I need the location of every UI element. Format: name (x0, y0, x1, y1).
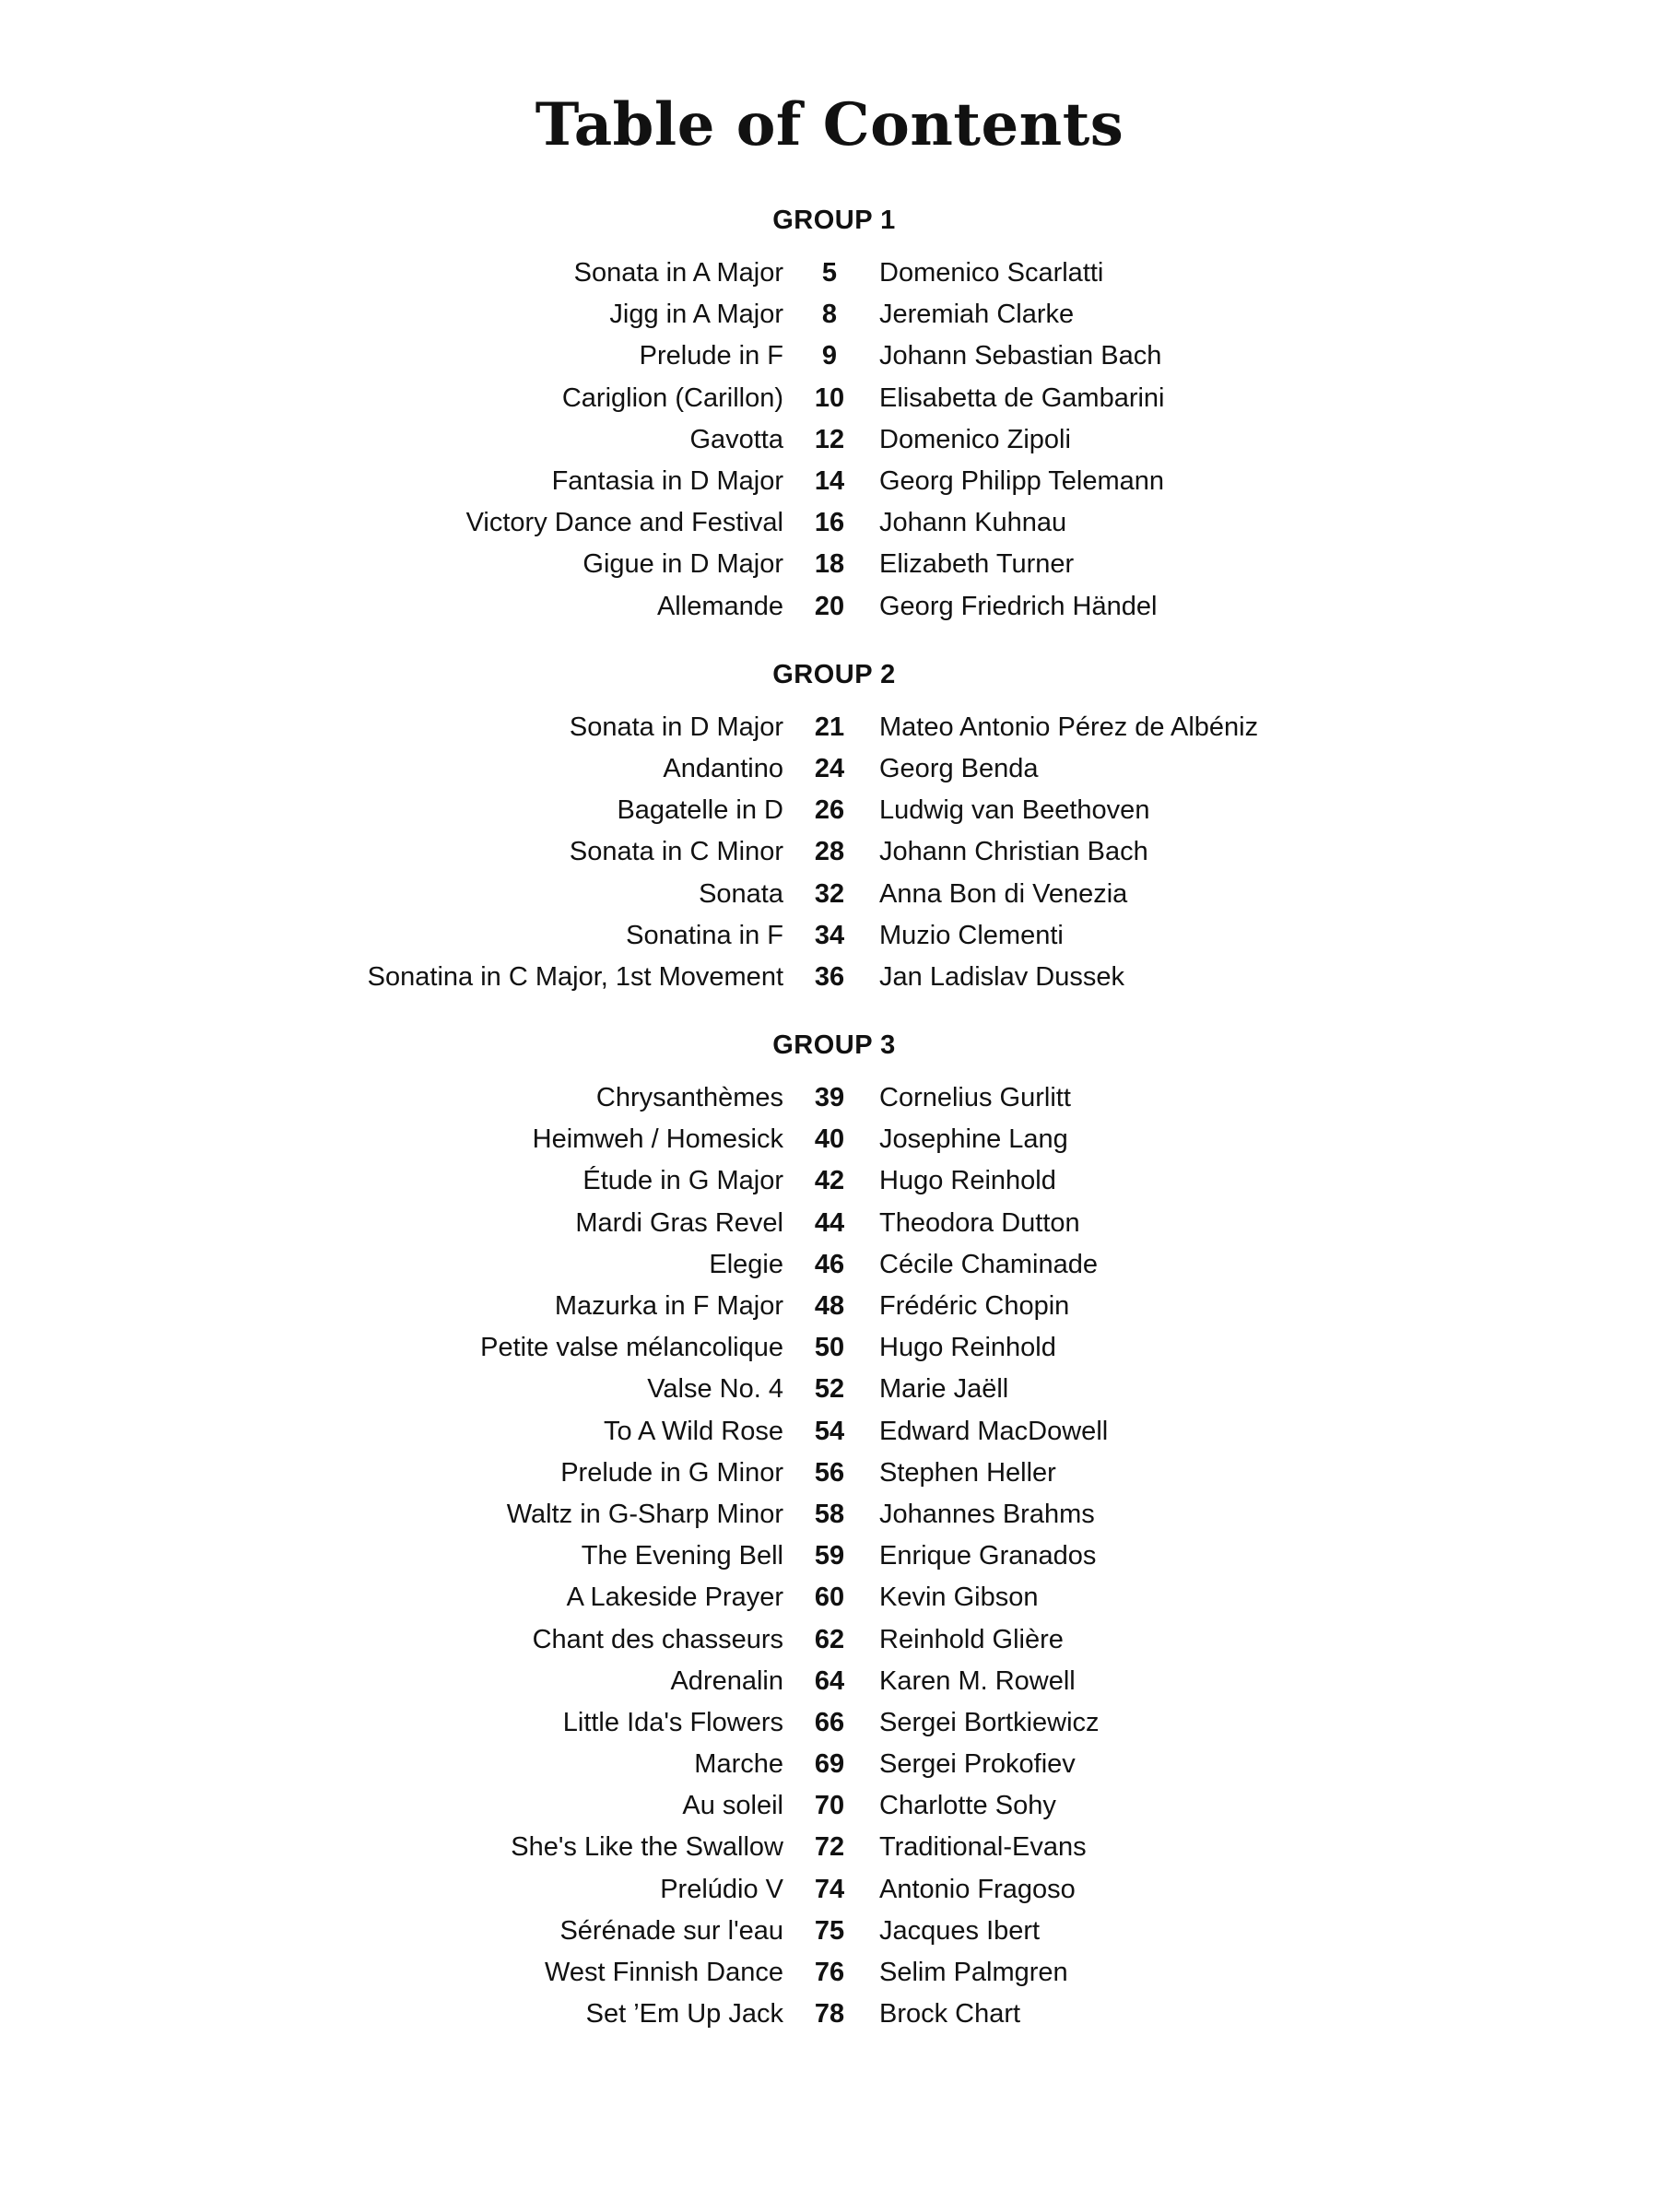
page-number: 34 (814, 920, 845, 950)
composer-name: Jeremiah Clarke (879, 300, 1075, 330)
toc-entry (0, 873, 1659, 914)
composer-name: Johann Christian Bach (879, 837, 1148, 867)
page-number: 58 (814, 1499, 845, 1529)
composer-name: Johannes Brahms (879, 1499, 1095, 1529)
piece-title: Chrysanthèmes (595, 1083, 783, 1113)
composer-name: Traditional-Evans (879, 1832, 1087, 1863)
page-number: 12 (814, 424, 845, 454)
toc-entry (0, 1911, 1659, 1952)
toc-entry (0, 1535, 1659, 1577)
toc-entry (0, 1577, 1659, 1618)
page-number: 56 (814, 1457, 845, 1488)
composer-name: Frédéric Chopin (879, 1291, 1070, 1322)
page-number: 76 (814, 1958, 845, 1988)
page-number: 64 (814, 1665, 845, 1696)
page-number: 50 (814, 1333, 845, 1363)
composer-name: Charlotte Sohy (879, 1791, 1056, 1821)
toc-entry (0, 1869, 1659, 1911)
piece-title: Sonatina in F (626, 920, 783, 950)
composer-name: Mateo Antonio Pérez de Albéniz (879, 712, 1259, 742)
toc-entry (0, 1286, 1659, 1327)
page-number: 36 (814, 961, 845, 992)
toc-entry (0, 1827, 1659, 1868)
page-number: 62 (814, 1624, 845, 1654)
composer-name: Selim Palmgren (879, 1958, 1068, 1988)
toc-entry (0, 1702, 1659, 1744)
composer-name: Domenico Zipoli (879, 424, 1071, 454)
toc-entry (0, 1369, 1659, 1410)
piece-title: The Evening Bell (581, 1541, 783, 1571)
toc-entry (0, 378, 1659, 419)
page-number: 9 (821, 341, 838, 371)
composer-name: Theodora Dutton (879, 1207, 1080, 1238)
piece-title: Heimweh / Homesick (532, 1124, 783, 1155)
piece-title: Chant des chasseurs (532, 1624, 783, 1654)
composer-name: Hugo Reinhold (879, 1333, 1056, 1363)
toc-entry (0, 335, 1659, 377)
composer-name: Brock Chart (879, 1999, 1021, 2030)
composer-name: Elisabetta de Gambarini (879, 382, 1165, 413)
piece-title: Mazurka in F Major (554, 1291, 783, 1322)
composer-name: Johann Kuhnau (879, 508, 1067, 538)
page-number: 21 (814, 712, 845, 742)
composer-name: Cécile Chaminade (879, 1249, 1098, 1279)
composer-name: Karen M. Rowell (879, 1665, 1076, 1696)
composer-name: Cornelius Gurlitt (879, 1083, 1071, 1113)
piece-title: Allemande (656, 591, 783, 621)
toc-entry (0, 1744, 1659, 1785)
toc-entry (0, 1453, 1659, 1494)
toc-entry (0, 502, 1659, 544)
composer-name: Ludwig van Beethoven (879, 795, 1150, 826)
composer-name: Georg Philipp Telemann (879, 466, 1164, 497)
composer-name: Jacques Ibert (879, 1915, 1041, 1946)
page-number: 69 (814, 1749, 845, 1780)
piece-title: Andantino (663, 753, 783, 783)
piece-title: Little Ida's Flowers (562, 1707, 783, 1737)
toc-entry (0, 707, 1659, 748)
page-number: 66 (814, 1707, 845, 1737)
page-number: 18 (814, 549, 845, 580)
page-number: 48 (814, 1291, 845, 1322)
piece-title: Sonatina in C Major, 1st Movement (367, 961, 783, 992)
composer-name: Georg Benda (879, 753, 1039, 783)
page-number: 42 (814, 1166, 845, 1196)
page-number: 32 (814, 878, 845, 909)
toc-entry (0, 1203, 1659, 1244)
toc-entry (0, 253, 1659, 294)
toc-group (0, 653, 1659, 998)
composer-name: Sergei Prokofiev (879, 1749, 1076, 1780)
composer-name: Josephine Lang (879, 1124, 1068, 1155)
page-number: 40 (814, 1124, 845, 1155)
page-number: 72 (814, 1832, 845, 1863)
toc-entry (0, 1661, 1659, 1702)
page-number: 24 (814, 753, 845, 783)
composer-name: Marie Jaëll (879, 1374, 1009, 1405)
piece-title: West Finnish Dance (545, 1958, 783, 1988)
composer-name: Kevin Gibson (879, 1583, 1039, 1613)
piece-title: Sérénade sur l'eau (559, 1915, 783, 1946)
piece-title: Au soleil (682, 1791, 783, 1821)
toc-entry (0, 544, 1659, 585)
page-number: 74 (814, 1874, 845, 1904)
page-number: 39 (814, 1083, 845, 1113)
composer-name: Georg Friedrich Händel (879, 591, 1158, 621)
page-number: 70 (814, 1791, 845, 1821)
piece-title: Sonata in C Minor (569, 837, 783, 867)
piece-title: Gavotta (689, 424, 783, 454)
composer-name: Johann Sebastian Bach (879, 341, 1162, 371)
toc-entry (0, 1494, 1659, 1535)
toc-entry (0, 1618, 1659, 1660)
toc-entry (0, 957, 1659, 998)
toc-group (0, 1024, 1659, 2035)
page-number: 8 (821, 300, 838, 330)
piece-title: Sonata (699, 878, 783, 909)
page-number: 14 (814, 466, 845, 497)
piece-title: Elegie (709, 1249, 783, 1279)
piece-title: Cariglion (Carillon) (561, 382, 783, 413)
page-number: 28 (814, 837, 845, 867)
toc-entry (0, 586, 1659, 628)
toc-entry (0, 1327, 1659, 1369)
piece-title: Mardi Gras Revel (575, 1207, 783, 1238)
group-heading: GROUP 1 (772, 206, 896, 235)
composer-name: Sergei Bortkiewicz (879, 1707, 1100, 1737)
toc-entry (0, 790, 1659, 831)
toc-entry (0, 1160, 1659, 1202)
piece-title: Gigue in D Major (582, 549, 783, 580)
piece-title: A Lakeside Prayer (566, 1583, 783, 1613)
page-number: 60 (814, 1583, 845, 1613)
page-number: 5 (821, 258, 838, 288)
toc-entry (0, 1119, 1659, 1160)
page-number: 54 (814, 1416, 845, 1446)
toc-entry (0, 1994, 1659, 2035)
toc-entry (0, 1952, 1659, 1994)
piece-title: Set ’Em Up Jack (585, 1999, 783, 2030)
group-heading: GROUP 3 (772, 1030, 896, 1060)
piece-title: Marche (694, 1749, 783, 1780)
piece-title: Sonata in A Major (573, 258, 783, 288)
composer-name: Enrique Granados (879, 1541, 1097, 1571)
toc-entry (0, 294, 1659, 335)
piece-title: Prelude in G Minor (560, 1457, 783, 1488)
composer-name: Anna Bon di Venezia (879, 878, 1128, 909)
page-number: 16 (814, 508, 845, 538)
piece-title: Fantasia in D Major (551, 466, 783, 497)
piece-title: Valse No. 4 (647, 1374, 783, 1405)
composer-name: Jan Ladislav Dussek (879, 961, 1124, 992)
piece-title: Prelude in F (639, 341, 783, 371)
piece-title: Sonata in D Major (569, 712, 783, 742)
piece-title: Adrenalin (670, 1665, 783, 1696)
composer-name: Hugo Reinhold (879, 1166, 1056, 1196)
page-number: 20 (814, 591, 845, 621)
toc-entry (0, 831, 1659, 873)
toc-group (0, 199, 1659, 628)
toc-entry (0, 1244, 1659, 1286)
page-number: 52 (814, 1374, 845, 1405)
piece-title: Étude in G Major (582, 1166, 783, 1196)
page-title: Table of Contents (535, 90, 1124, 159)
composer-name: Elizabeth Turner (879, 549, 1075, 580)
piece-title: She's Like the Swallow (511, 1832, 783, 1863)
page-number: 78 (814, 1999, 845, 2030)
composer-name: Reinhold Glière (879, 1624, 1064, 1654)
composer-name: Stephen Heller (879, 1457, 1056, 1488)
composer-name: Domenico Scarlatti (879, 258, 1104, 288)
page-number: 59 (814, 1541, 845, 1571)
piece-title: Victory Dance and Festival (465, 508, 783, 538)
page-number: 10 (814, 382, 845, 413)
toc-entry (0, 1077, 1659, 1119)
page-number: 75 (814, 1915, 845, 1946)
toc-entry (0, 915, 1659, 957)
piece-title: To A Wild Rose (603, 1416, 783, 1446)
toc-entry (0, 1785, 1659, 1827)
group-heading: GROUP 2 (772, 659, 896, 689)
page-number: 44 (814, 1207, 845, 1238)
piece-title: Jigg in A Major (609, 300, 783, 330)
toc-entry (0, 461, 1659, 502)
page-number: 46 (814, 1249, 845, 1279)
piece-title: Bagatelle in D (617, 795, 783, 826)
page-number: 26 (814, 795, 845, 826)
toc-entry (0, 419, 1659, 461)
toc-entry (0, 748, 1659, 790)
composer-name: Muzio Clementi (879, 920, 1064, 950)
piece-title: Waltz in G-Sharp Minor (506, 1499, 783, 1529)
piece-title: Prelúdio V (660, 1874, 783, 1904)
composer-name: Antonio Fragoso (879, 1874, 1076, 1904)
table-of-contents (0, 199, 1659, 2061)
piece-title: Petite valse mélancolique (480, 1333, 783, 1363)
toc-entry (0, 1411, 1659, 1453)
composer-name: Edward MacDowell (879, 1416, 1109, 1446)
